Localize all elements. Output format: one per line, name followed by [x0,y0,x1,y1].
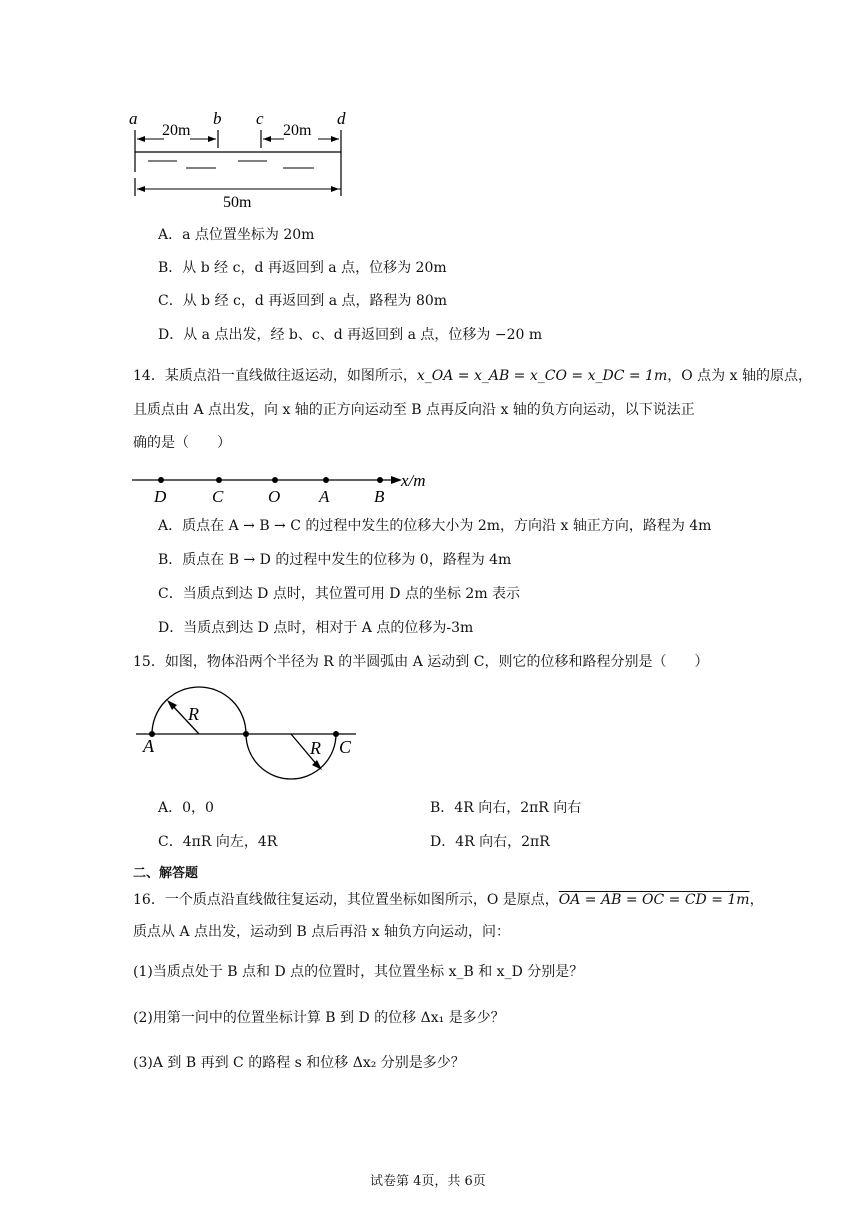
q13-right-length: 20m [283,122,312,139]
option-letter: A． [158,518,183,534]
option-letter: D． [430,834,456,850]
q14-formula: x_OA = x_AB = x_CO = x_DC = 1m [416,368,668,384]
option-text: 当质点到达 D 点时，其位置可用 D 点的坐标 2m 表示 [182,586,521,602]
point-a [323,477,329,483]
option-text: 当质点到达 D 点时，相对于 A 点的位移为-3m [183,620,474,636]
option-text: 从 a 点出发，经 b、c、d 再返回到 a 点，位移为 −20 m [183,327,543,343]
option-letter: D． [158,620,184,636]
q14-stem-a: 某质点沿一直线做往返运动，如图所示， [164,368,417,384]
q14-stem-line2: 且质点由 A 点出发，向 x 轴的正方向运动至 B 点再反向沿 x 轴的负方向运动，以下说法正 [133,402,695,418]
q16-formula: OA = AB = OC = CD = 1m [558,892,750,908]
q13-label-b: b [213,109,222,128]
point-c [216,477,222,483]
q16-stem-line2: 质点从 A 点出发，运动到 B 点后再沿 x 轴负方向运动，问： [133,924,510,940]
q14-option-b [158,550,511,570]
q14-option-c [158,584,520,604]
q15-option-b [430,798,581,818]
q14-stem-line3: 确的是（ ） [133,435,231,451]
q15-option-c [158,832,277,852]
option-letter: D． [158,327,184,343]
radius-label-upper: R [188,704,199,724]
option-text: 质点在 B → D 的过程中发生的位移为 0，路程为 4m [182,552,512,568]
radius-label-lower: R [310,738,321,758]
option-text: 4R 向右，2πR 向右 [454,800,582,816]
option-text: 0，0 [182,800,214,816]
q16-sub-3: (3)A 到 B 再到 C 的路程 s 和位移 Δx₂ 分别是多少？ [133,1055,465,1071]
point-label-d: D [154,487,167,506]
option-letter: C． [158,586,183,602]
point-label-a: A [143,736,154,756]
q13-option-a [158,225,314,245]
question-number: 16． [133,892,165,908]
point-label-c: C [339,737,352,757]
question-number: 15． [133,654,165,670]
q15-option-d [430,832,550,852]
q13-label-d: d [337,109,346,128]
point-o [272,477,278,483]
axis-label: x/m [401,471,426,490]
q13-label-c: c [256,109,264,128]
option-text: 4R 向右，2πR [455,834,550,850]
q13-figure [120,104,370,214]
q14-stem-line1 [133,366,812,386]
option-letter: C． [158,293,183,309]
q16-stem-b: ， [749,892,764,908]
question-number: 14． [133,368,165,384]
q16-stem-a: 一个质点沿直线做往复运动，其位置坐标如图所示，O 是原点， [164,892,559,908]
q16-sub-1: (1)当质点处于 B 点和 D 点的位置时，其位置坐标 x_B 和 x_D 分别是？ [133,964,584,980]
point-label-b: B [374,487,385,506]
q14-option-a [158,516,711,536]
page-footer: 试卷第 4页，共 6页 [370,1174,486,1189]
q13-total-length: 50m [223,194,252,211]
option-text: a 点位置坐标为 20m [182,227,315,243]
q16-sub-2: (2)用第一问中的位置坐标计算 B 到 D 的位移 Δx₁ 是多少？ [133,1010,505,1026]
option-letter: A． [158,227,183,243]
option-letter: B． [158,260,183,276]
q14-axis-figure [128,466,448,510]
q13-option-d [158,325,542,345]
q13-option-b [158,258,447,278]
option-text: 从 b 经 c，d 再返回到 a 点，路程为 80m [182,293,448,309]
q14-option-d [158,618,473,638]
option-letter: B． [430,800,455,816]
q15-option-a [158,798,214,818]
option-text: 从 b 经 c，d 再返回到 a 点，位移为 20m [182,260,447,276]
point-label-a: A [319,487,330,506]
q15-stem-text: 如图，物体沿两个半径为 R 的半圆弧由 A 运动到 C，则它的位移和路程分别是（ ） [164,654,709,670]
option-letter: B． [158,552,183,568]
point-b [377,477,383,483]
q13-label-a: a [129,109,138,128]
q15-figure [130,682,370,782]
point-label-o: O [268,487,281,506]
q14-stem-b: ，O 点为 x 轴的原点， [667,368,812,384]
q16-stem-line1 [133,890,764,910]
option-letter: A． [158,800,183,816]
option-text: 4πR 向左，4R [182,834,278,850]
section-title: 二、解答题 [133,866,199,881]
q13-option-c [158,291,447,311]
q13-left-length: 20m [162,122,191,139]
point-label-c: C [212,487,224,506]
q15-stem [133,652,708,672]
point-d [158,477,164,483]
point-mid [243,731,249,737]
option-letter: C． [158,834,183,850]
option-text: 质点在 A → B → C 的过程中发生的位移大小为 2m，方向沿 x 轴正方向，路程为 4m [182,518,712,534]
